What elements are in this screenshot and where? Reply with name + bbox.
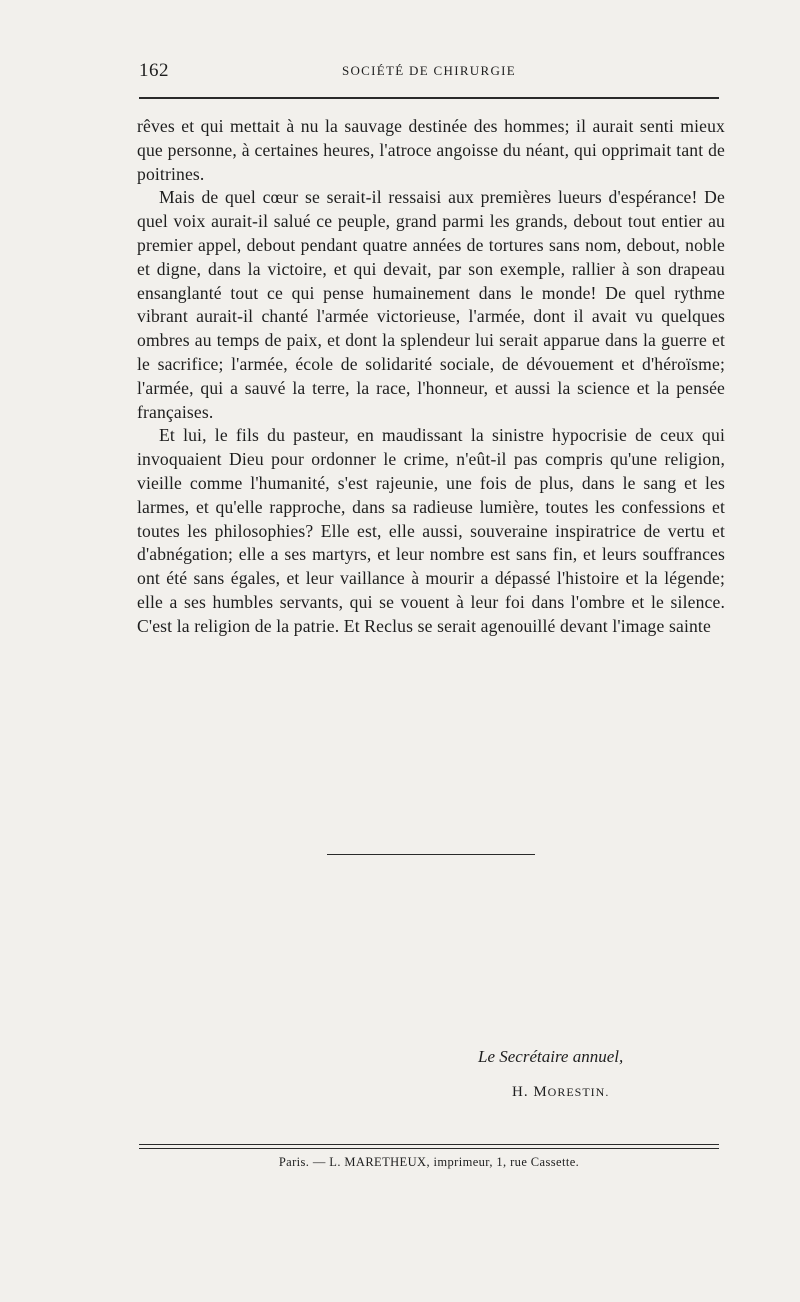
paragraph-3: Et lui, le fils du pasteur, en maudissant la sinistre hypocrisie de ceux qui invoquaient Dieu pour ordonner le crime, n'eût-il pas compris qu'une religion, vieille comme l'humanité, s'est rajeunie, une fois de plus, dans le sang et les larmes, et qu'elle rapproche, dans sa radieuse lumière, toutes les confessions et toutes les philosophies? Elle est, elle aussi, souveraine inspiratrice de vertu et d'abnégation; elle a ses martyrs, et leur nombre est sans fin, et leurs souffrances ont été sans égales, et leur vaillance à mourir a dépassé l'histoire et la légende; elle a ses humbles servants, qui se vouent à leur foi dans l'ombre et le silence. C'est la religion de la patrie. Et Reclus se serait agenouillé devant l'image sainte	[137, 425, 725, 636]
running-title: SOCIÉTÉ DE CHIRURGIE	[341, 63, 517, 78]
signature-name-initial: H. M	[512, 1084, 548, 1100]
signature-role: Le Secrétaire annuel,	[478, 1047, 624, 1066]
page-number: 162	[139, 60, 169, 81]
paragraph-2: Mais de quel cœur se serait-il ressaisi aux premières lueurs d'espérance! De quel voix aurait-il salué ce peuple, grand parmi les grands, debout tout entier au premier appel, debout pendant quatre années de tortures sans nom, debout, noble et digne, dans la victoire, et qui devait, par son exemple, rallier à son drapeau ensanglanté tout ce qui pense humainement dans le monde! De quel rythme vibrant aurait-il chanté l'armée victorieuse, l'armée, dont il avait vu quelques ombres au temps de paix, et dont la splendeur lui serait apparue dans la guerre et le sacrifice; l'armée, école de solidarité sociale, de dévouement et d'héroïsme; l'armée, qui a sauvé la terre, la race, l'honneur, et aussi la science et la pensée françaises.	[137, 187, 725, 422]
page-header	[139, 60, 719, 86]
section-divider	[327, 854, 535, 855]
footer-rule	[139, 1144, 719, 1145]
header-rule	[139, 97, 719, 99]
signature-name	[512, 1084, 609, 1101]
body-text	[137, 115, 725, 639]
footer-rule-thin	[139, 1148, 719, 1149]
printer-imprint: Paris. — L. MARETHEUX, imprimeur, 1, rue Cassette.	[278, 1155, 580, 1169]
paragraph-1: rêves et qui mettait à nu la sauvage destinée des hommes; il aurait senti mieux que personne, à certaines heures, l'atroce angoisse du néant, qui opprimait tant de poitrines.	[137, 116, 725, 184]
signature-name-rest: ORESTIN.	[547, 1085, 610, 1099]
